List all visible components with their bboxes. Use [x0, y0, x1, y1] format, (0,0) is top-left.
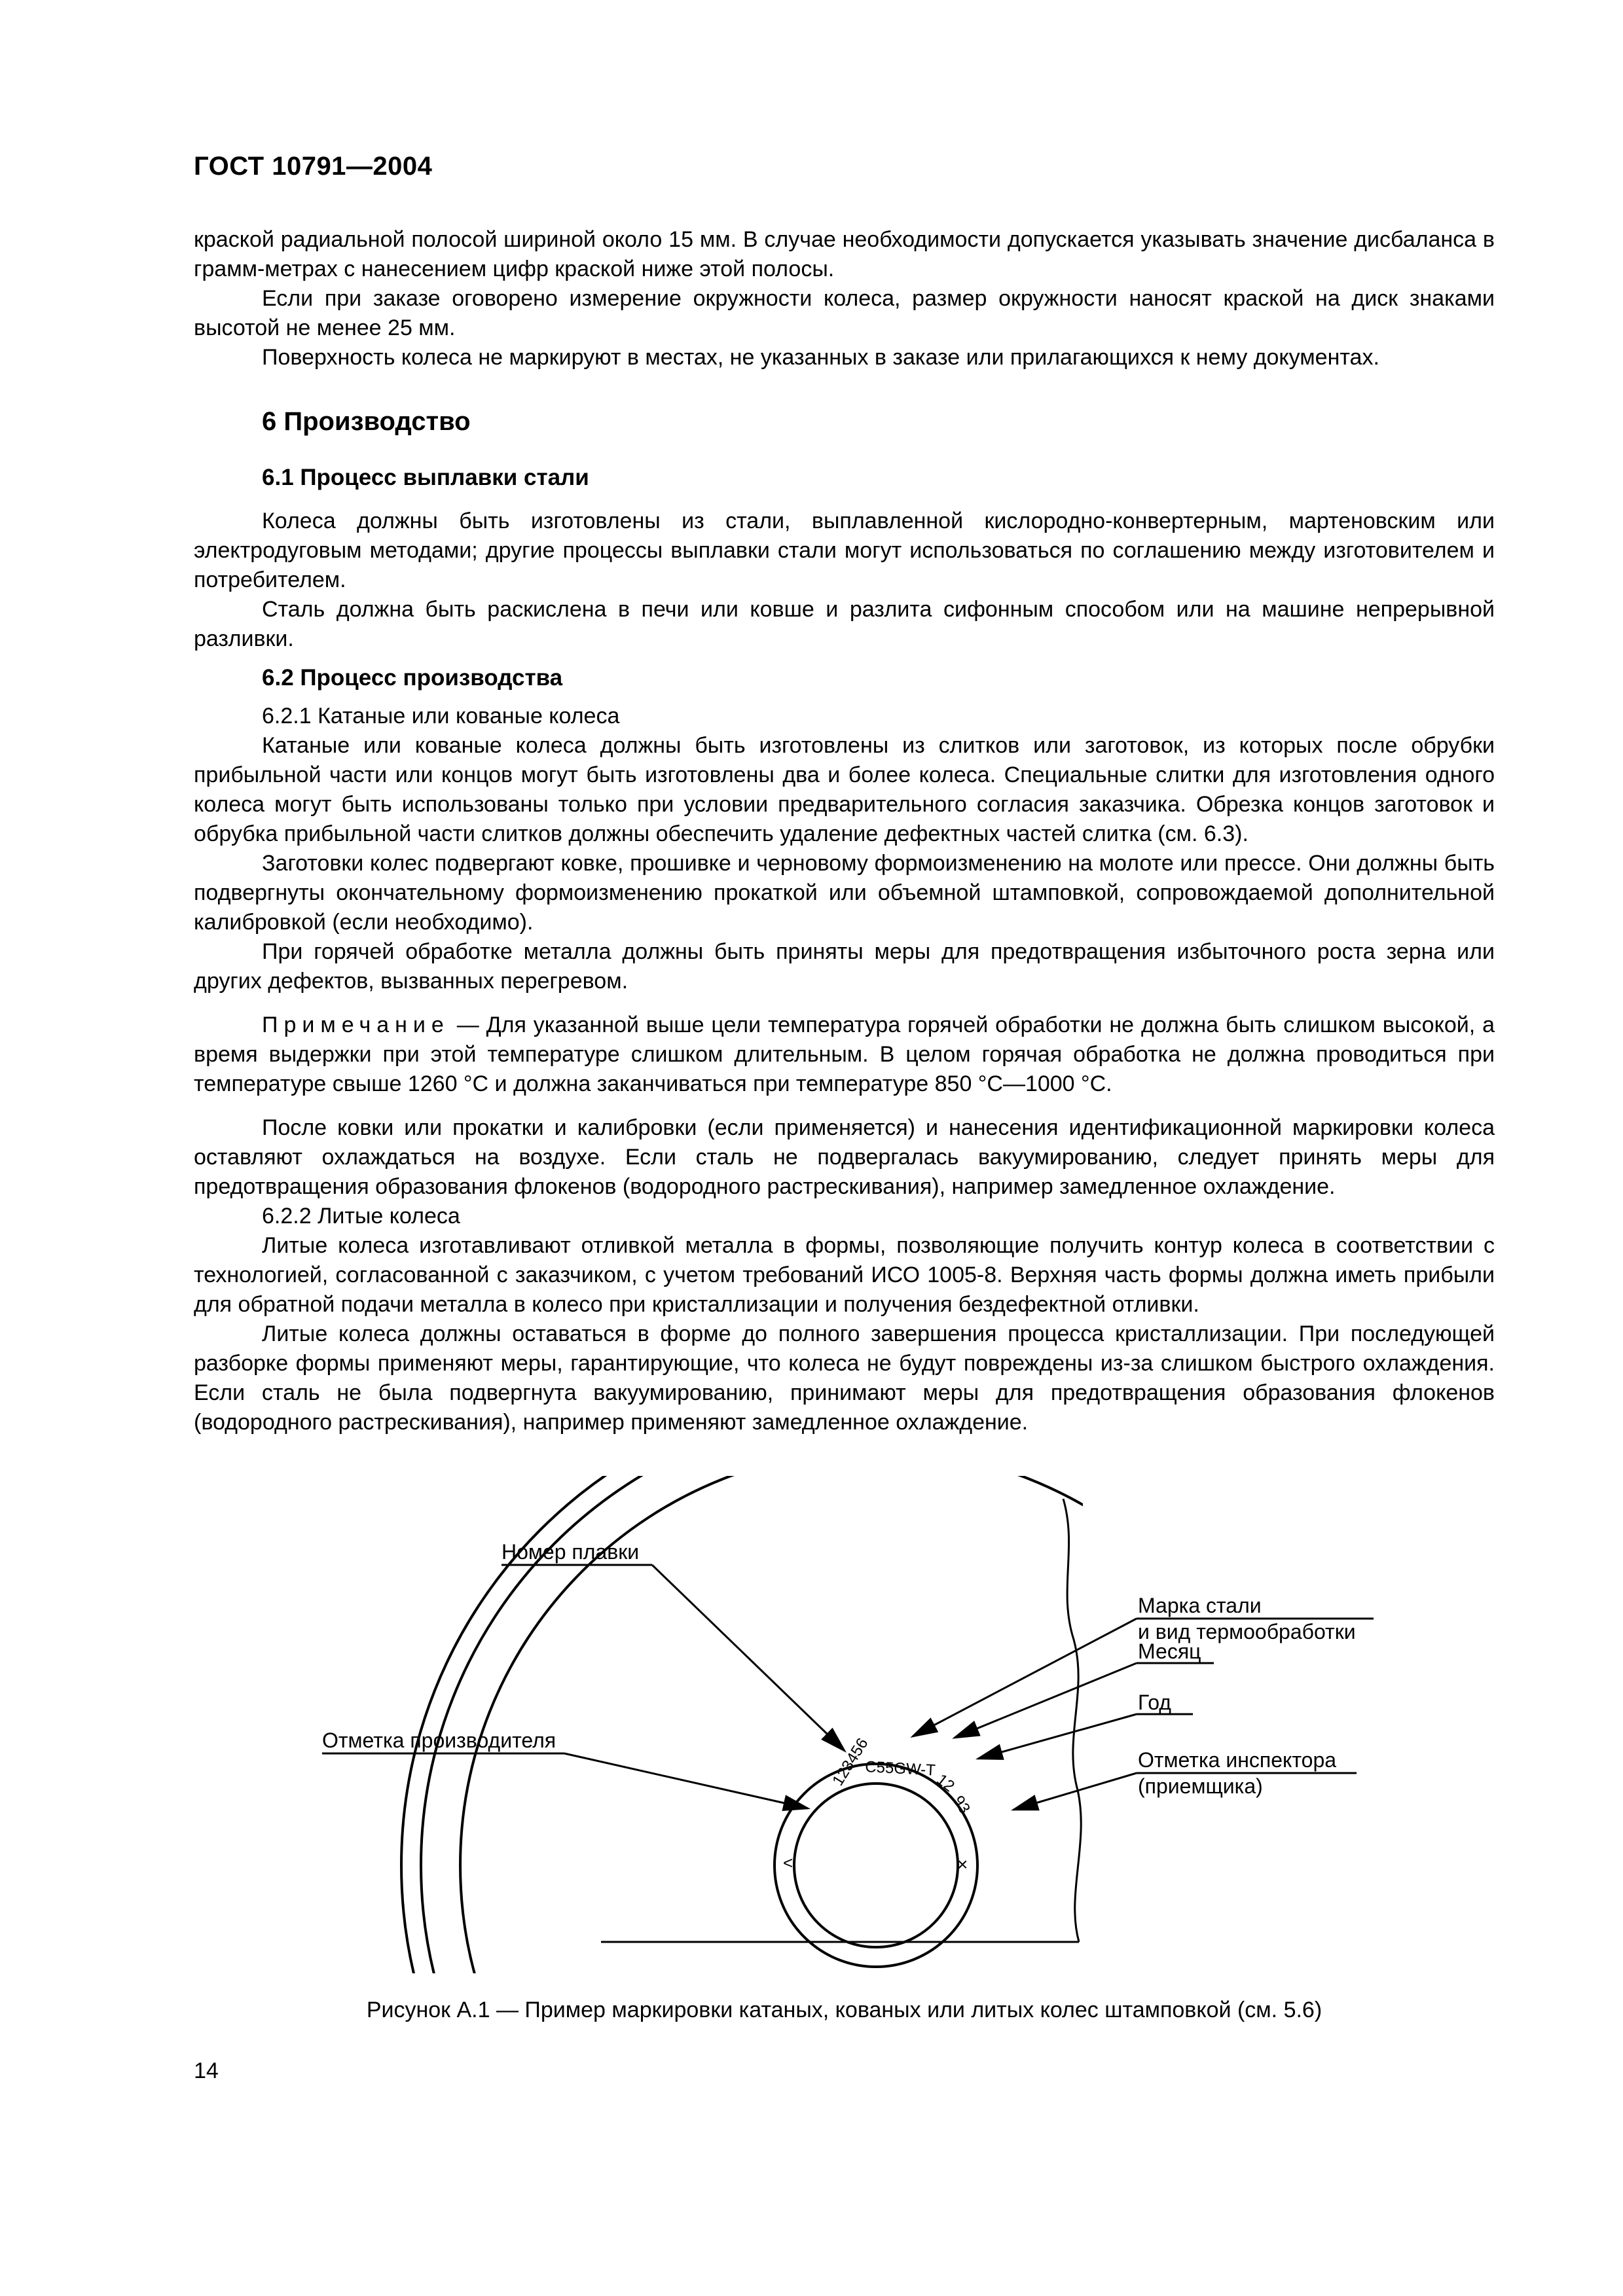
subsection-heading-6-2-2: 6.2.2 Литые колеса	[262, 1204, 460, 1229]
section-heading-6-2: 6.2 Процесс производства	[262, 665, 563, 691]
label-inspector-mark-2: (приемщика)	[1138, 1774, 1263, 1798]
section-heading-6-1: 6.1 Процесс выплавки стали	[262, 465, 589, 490]
paragraph: Если при заказе оговорено измерение окружности колеса, размер окружности наносят краской на диск знаками высотой не менее 25 мм.	[194, 286, 1495, 340]
leader-manufacturer-arrow	[564, 1753, 808, 1808]
paragraph: Колеса должны быть изготовлены из стали, выплавленной кислородно-конвертерным, мартеновским или электродуговым методами; другие процессы выплавки стали могут использоваться по соглашению между изготовителем и потребителем.	[194, 509, 1495, 592]
paragraph: При горячей обработке металла должны быть приняты меры для предотвращения избыточного роста зерна или других дефектов, вызванных перегревом.	[194, 939, 1495, 994]
paragraph: краской радиальной полосой шириной около 15 мм. В случае необходимости допускается указывать значение дисбаланса в грамм-метрах с нанесением цифр краской ниже этой полосы.	[194, 227, 1495, 281]
document-body	[194, 225, 1495, 1437]
stamp-steel-grade: C55GW-T	[864, 1758, 936, 1780]
hub-bore	[794, 1784, 958, 1947]
section-heading-6: 6 Производство	[262, 407, 471, 436]
paragraph: Катаные или кованые колеса должны быть изготовлены из слитков или заготовок, из которых после обрубки прибыльной части или концов могут быть изготовлены два и более колеса. Специальные слитки для изготовления одного колеса могут быть использованы только при условии предварительного согласия заказчика. Обрезка концов заготовок и обрубка прибыльной части слитков должны обеспечить удаление дефектных частей слитка (см. 6.3).	[194, 733, 1495, 846]
stamp-manufacturer-mark: <	[783, 1853, 793, 1873]
leader-year-arrow	[978, 1714, 1137, 1759]
note-text: — Для указанной выше цели температура горячей обработки не должна быть слишком высокой, а время выдержки при этой температуре слишком длительным. В целом горячая обработка не должна проводиться при температуре свыше 1260 °С и должна заканчиваться при температуре 850 °С—1000 °С.	[194, 1013, 1495, 1096]
stamp-month: 12	[933, 1770, 958, 1796]
document-header: ГОСТ 10791—2004	[194, 152, 433, 181]
label-year: Год	[1138, 1691, 1171, 1714]
figure-wheel-marking	[194, 1476, 1495, 1973]
note	[194, 1011, 1495, 1099]
paragraph: Поверхность колеса не маркируют в местах, не указанных в заказе или прилагающихся к нему документах.	[262, 345, 1379, 370]
paragraph: Заготовки колес подвергают ковке, прошивке и черновому формоизменению на молоте или прессе. Они должны быть подвергнуты окончательному формоизменению прокаткой или объемной штамповкой, сопровождаемой дополнительной калибровкой (если необходимо).	[194, 851, 1495, 935]
note-label: Примечание	[262, 1013, 450, 1037]
label-steel-grade-1: Марка стали	[1138, 1594, 1262, 1617]
figure-caption: Рисунок А.1 — Пример маркировки катаных, кованых или литых колес штамповкой (см. 5.6)	[366, 1998, 1322, 2022]
leader-heat-arrow	[652, 1565, 845, 1751]
label-steel-grade-2: и вид термообработки	[1138, 1620, 1356, 1643]
stamp-year: 93	[949, 1792, 974, 1817]
stamp-inspector-mark: ×	[957, 1854, 968, 1874]
paragraph: Сталь должна быть раскислена в печи или ковше и разлита сифонным способом или на машине непрерывной разливки.	[194, 597, 1495, 651]
wheel-marking-diagram	[194, 1476, 1495, 1973]
label-manufacturer-mark: Отметка производителя	[322, 1729, 556, 1752]
label-heat-number: Номер плавки	[501, 1540, 640, 1564]
label-inspector-mark-1: Отметка инспектора	[1138, 1748, 1337, 1772]
paragraph: После ковки или прокатки и калибровки (если применяется) и нанесения идентификационной маркировки колеса оставляют охлаждаться на воздухе. Если сталь не подвергалась вакуумированию, следует принять меры для предотвращения образования флокенов (водородного растрескивания), например замедленное охлаждение.	[194, 1115, 1495, 1199]
page-number: 14	[194, 2058, 219, 2083]
paragraph: Литые колеса изготавливают отливкой металла в формы, позволяющие получить контур колеса в соответствии с технологией, согласованной с заказчиком, с учетом требований ИСО 1005-8. Верхняя часть формы должна иметь прибыли для обратной подачи металла в колесо при кристаллизации и получения бездефектной отливки.	[194, 1233, 1495, 1317]
label-month: Месяц	[1138, 1640, 1201, 1663]
wheel-break-line	[1063, 1499, 1081, 1942]
subsection-heading-6-2-1: 6.2.1 Катаные или кованые колеса	[262, 704, 620, 728]
paragraph: Литые колеса должны оставаться в форме до полного завершения процесса кристаллизации. При последующей разборке формы применяют меры, гарантирующие, что колеса не будут повреждены из-за слишком быстрого охлаждения. Если сталь не была подвергнута вакуумированию, принимают меры для предотвращения образования флокенов (водородного растрескивания), например применяют замедленное охлаждение.	[194, 1321, 1495, 1435]
stamp-heat-number: 123456	[829, 1734, 872, 1789]
